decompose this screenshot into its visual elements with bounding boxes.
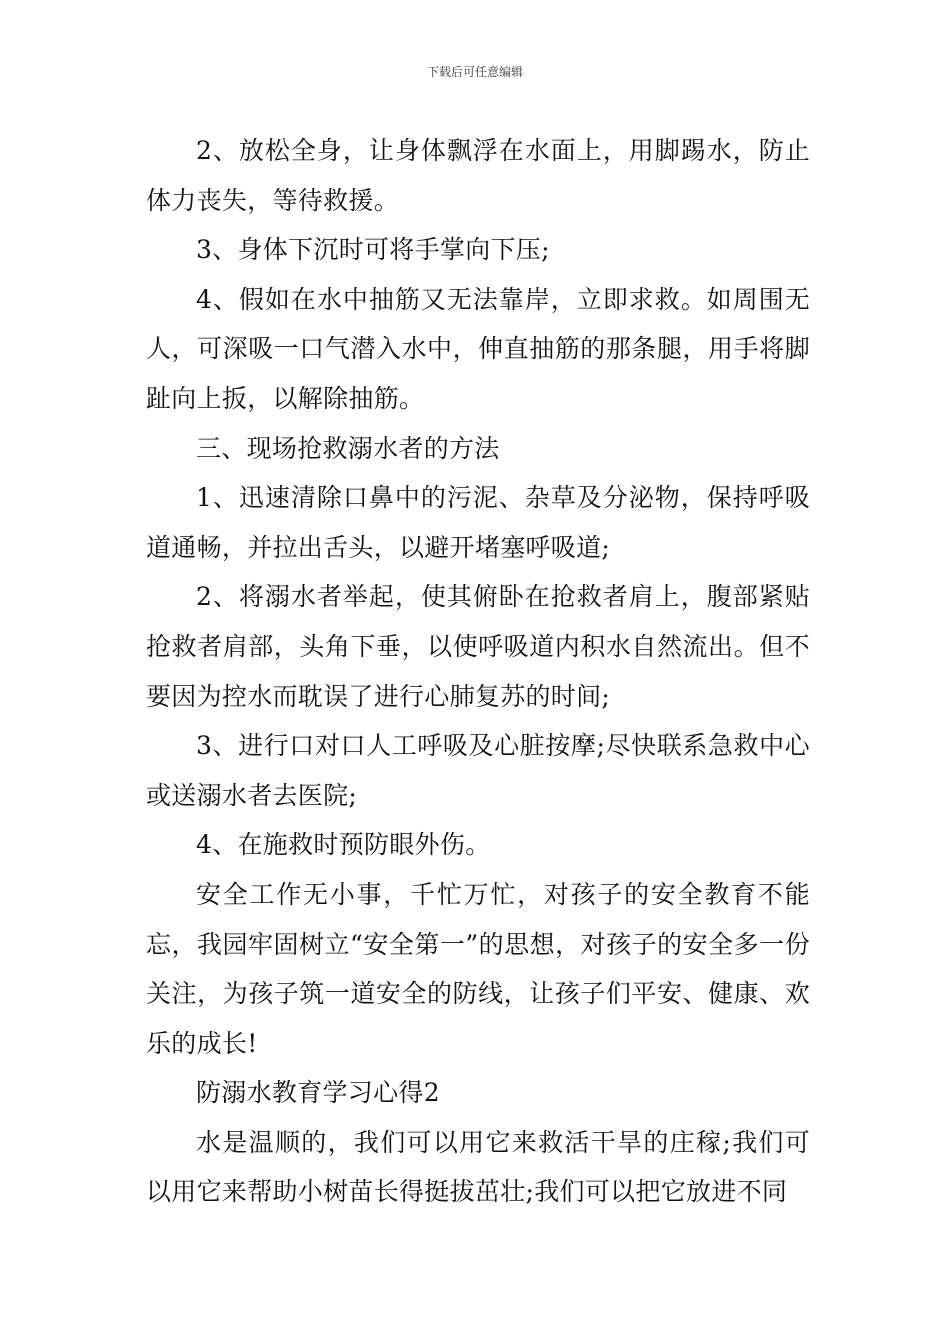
paragraph-cramp-tip: 4、假如在水中抽筋又无法靠岸，立即求救。如周围无人，可深吸一口气潜入水中，伸直抽筋的那条腿，用手将脚趾向上扳，以解除抽筋。 [146, 284, 810, 413]
paragraph-cpr: 3、进行口对口人工呼吸及心脏按摩;尽快联系急救中心或送溺水者去医院; [146, 731, 810, 810]
paragraph-press-palm-tip: 3、身体下沉时可将手掌向下压; [196, 235, 550, 265]
section-heading-rescue-methods: 三、现场抢救溺水者的方法 [196, 433, 500, 463]
paragraph-water-intro: 水是温顺的，我们可以用它来救活干旱的庄稼;我们可以用它来帮助小树苗长得挺拔茁壮;我们可以把它放进不同 [146, 1127, 810, 1207]
paragraph-safety-summary: 安全工作无小事，千忙万忙，对孩子的安全教育不能忘，我园牢固树立“安全第一”的思想，对孩子的安全多一份关注，为孩子筑一道安全的防线，让孩子们平安、健康、欢乐的成长! [146, 879, 810, 1058]
document-body [146, 126, 810, 1217]
section-title-learning-notes-2: 防溺水教育学习心得2 [196, 1078, 440, 1108]
paragraph-clear-airway: 1、迅速清除口鼻中的污泥、杂草及分泌物，保持呼吸道通畅，并拉出舌头，以避开堵塞呼吸道; [146, 483, 810, 562]
paragraph-eye-injury: 4、在施救时预防眼外伤。 [196, 830, 491, 860]
page-header: 下载后可任意编辑 [426, 65, 523, 79]
paragraph-float-tip: 2、放松全身，让身体飘浮在水面上，用脚踢水，防止体力丧失，等待救援。 [146, 136, 810, 215]
paragraph-drain-water: 2、将溺水者举起，使其俯卧在抢救者肩上，腹部紧贴抢救者肩部，头角下垂，以使呼吸道内积水自然流出。但不要因为控水而耽误了进行心肺复苏的时间; [146, 582, 810, 711]
